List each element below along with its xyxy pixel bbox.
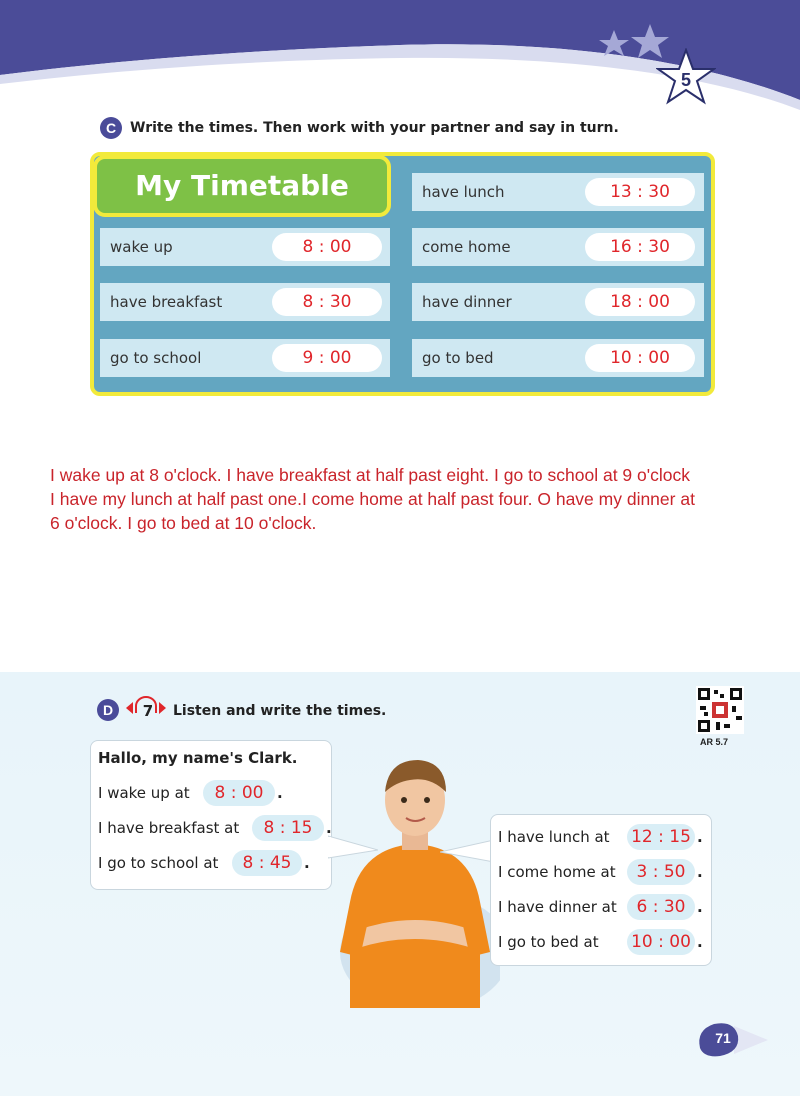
timetable-row [412,283,704,321]
answer-line: I have my lunch at half past one.I come home at half past four. O have my dinner at [50,489,695,509]
period: . [304,854,310,872]
time-value: 16 : 30 [585,233,695,261]
time-value: 8 : 00 [272,233,382,261]
bubble-tail [440,836,494,866]
page-number: 71 [715,1030,731,1046]
time-answer: 3 : 50 [627,859,695,885]
boy-illustration [330,752,500,1008]
greeting-text: Hallo, my name's Clark. [98,749,298,767]
bubble-tail [328,832,378,862]
activity-label: go to school [110,349,202,367]
time-value: 8 : 30 [272,288,382,316]
handwritten-answer [50,463,770,535]
qr-label: AR 5.7 [700,737,729,747]
section-c-instruction: Write the times. Then work with your partner and say in turn. [130,120,619,136]
timetable-row [100,228,390,266]
timetable-row [412,173,704,211]
answer-line: 6 o'clock. I go to bed at 10 o'clock. [50,513,317,533]
section-c-badge: C [100,117,122,139]
activity-label: have breakfast [110,293,223,311]
time-value: 9 : 00 [272,344,382,372]
timetable-row [412,228,704,266]
period: . [697,933,703,951]
section-d-instruction: Listen and write the times. [173,703,387,719]
timetable-row [412,339,704,377]
time-value: 13 : 30 [585,178,695,206]
activity-label: have lunch [422,183,505,201]
time-answer: 8 : 45 [232,850,302,876]
activity-label: have dinner [422,293,512,311]
time-answer: 8 : 00 [203,780,275,806]
sentence-text: I come home at [498,863,616,881]
time-answer: 6 : 30 [627,894,695,920]
activity-label: wake up [110,238,173,256]
period: . [326,819,332,837]
unit-number: 5 [680,70,691,90]
time-value: 18 : 00 [585,288,695,316]
sentence-text: I have lunch at [498,828,610,846]
activity-label: go to bed [422,349,494,367]
period: . [697,828,703,846]
sentence-text: I have dinner at [498,898,617,916]
period: . [697,863,703,881]
time-value: 10 : 00 [585,344,695,372]
sentence-text: I go to school at [98,854,219,872]
sentence-text: I have breakfast at [98,819,240,837]
audio-track-number: 7 [142,702,154,720]
period: . [277,784,283,802]
activity-label: come home [422,238,511,256]
timetable-row [100,283,390,321]
timetable-title: My Timetable [93,155,391,217]
answer-line: I wake up at 8 o'clock. I have breakfast at half past eight. I go to school at 9 o'clock [50,465,690,485]
time-answer: 10 : 00 [627,929,695,955]
period: . [697,898,703,916]
section-d-badge: D [97,699,119,721]
sentence-text: I wake up at [98,784,190,802]
qr-code-icon[interactable] [696,686,744,734]
sentence-text: I go to bed at [498,933,599,951]
time-answer: 8 : 15 [252,815,324,841]
time-answer: 12 : 15 [627,824,695,850]
timetable-row [100,339,390,377]
